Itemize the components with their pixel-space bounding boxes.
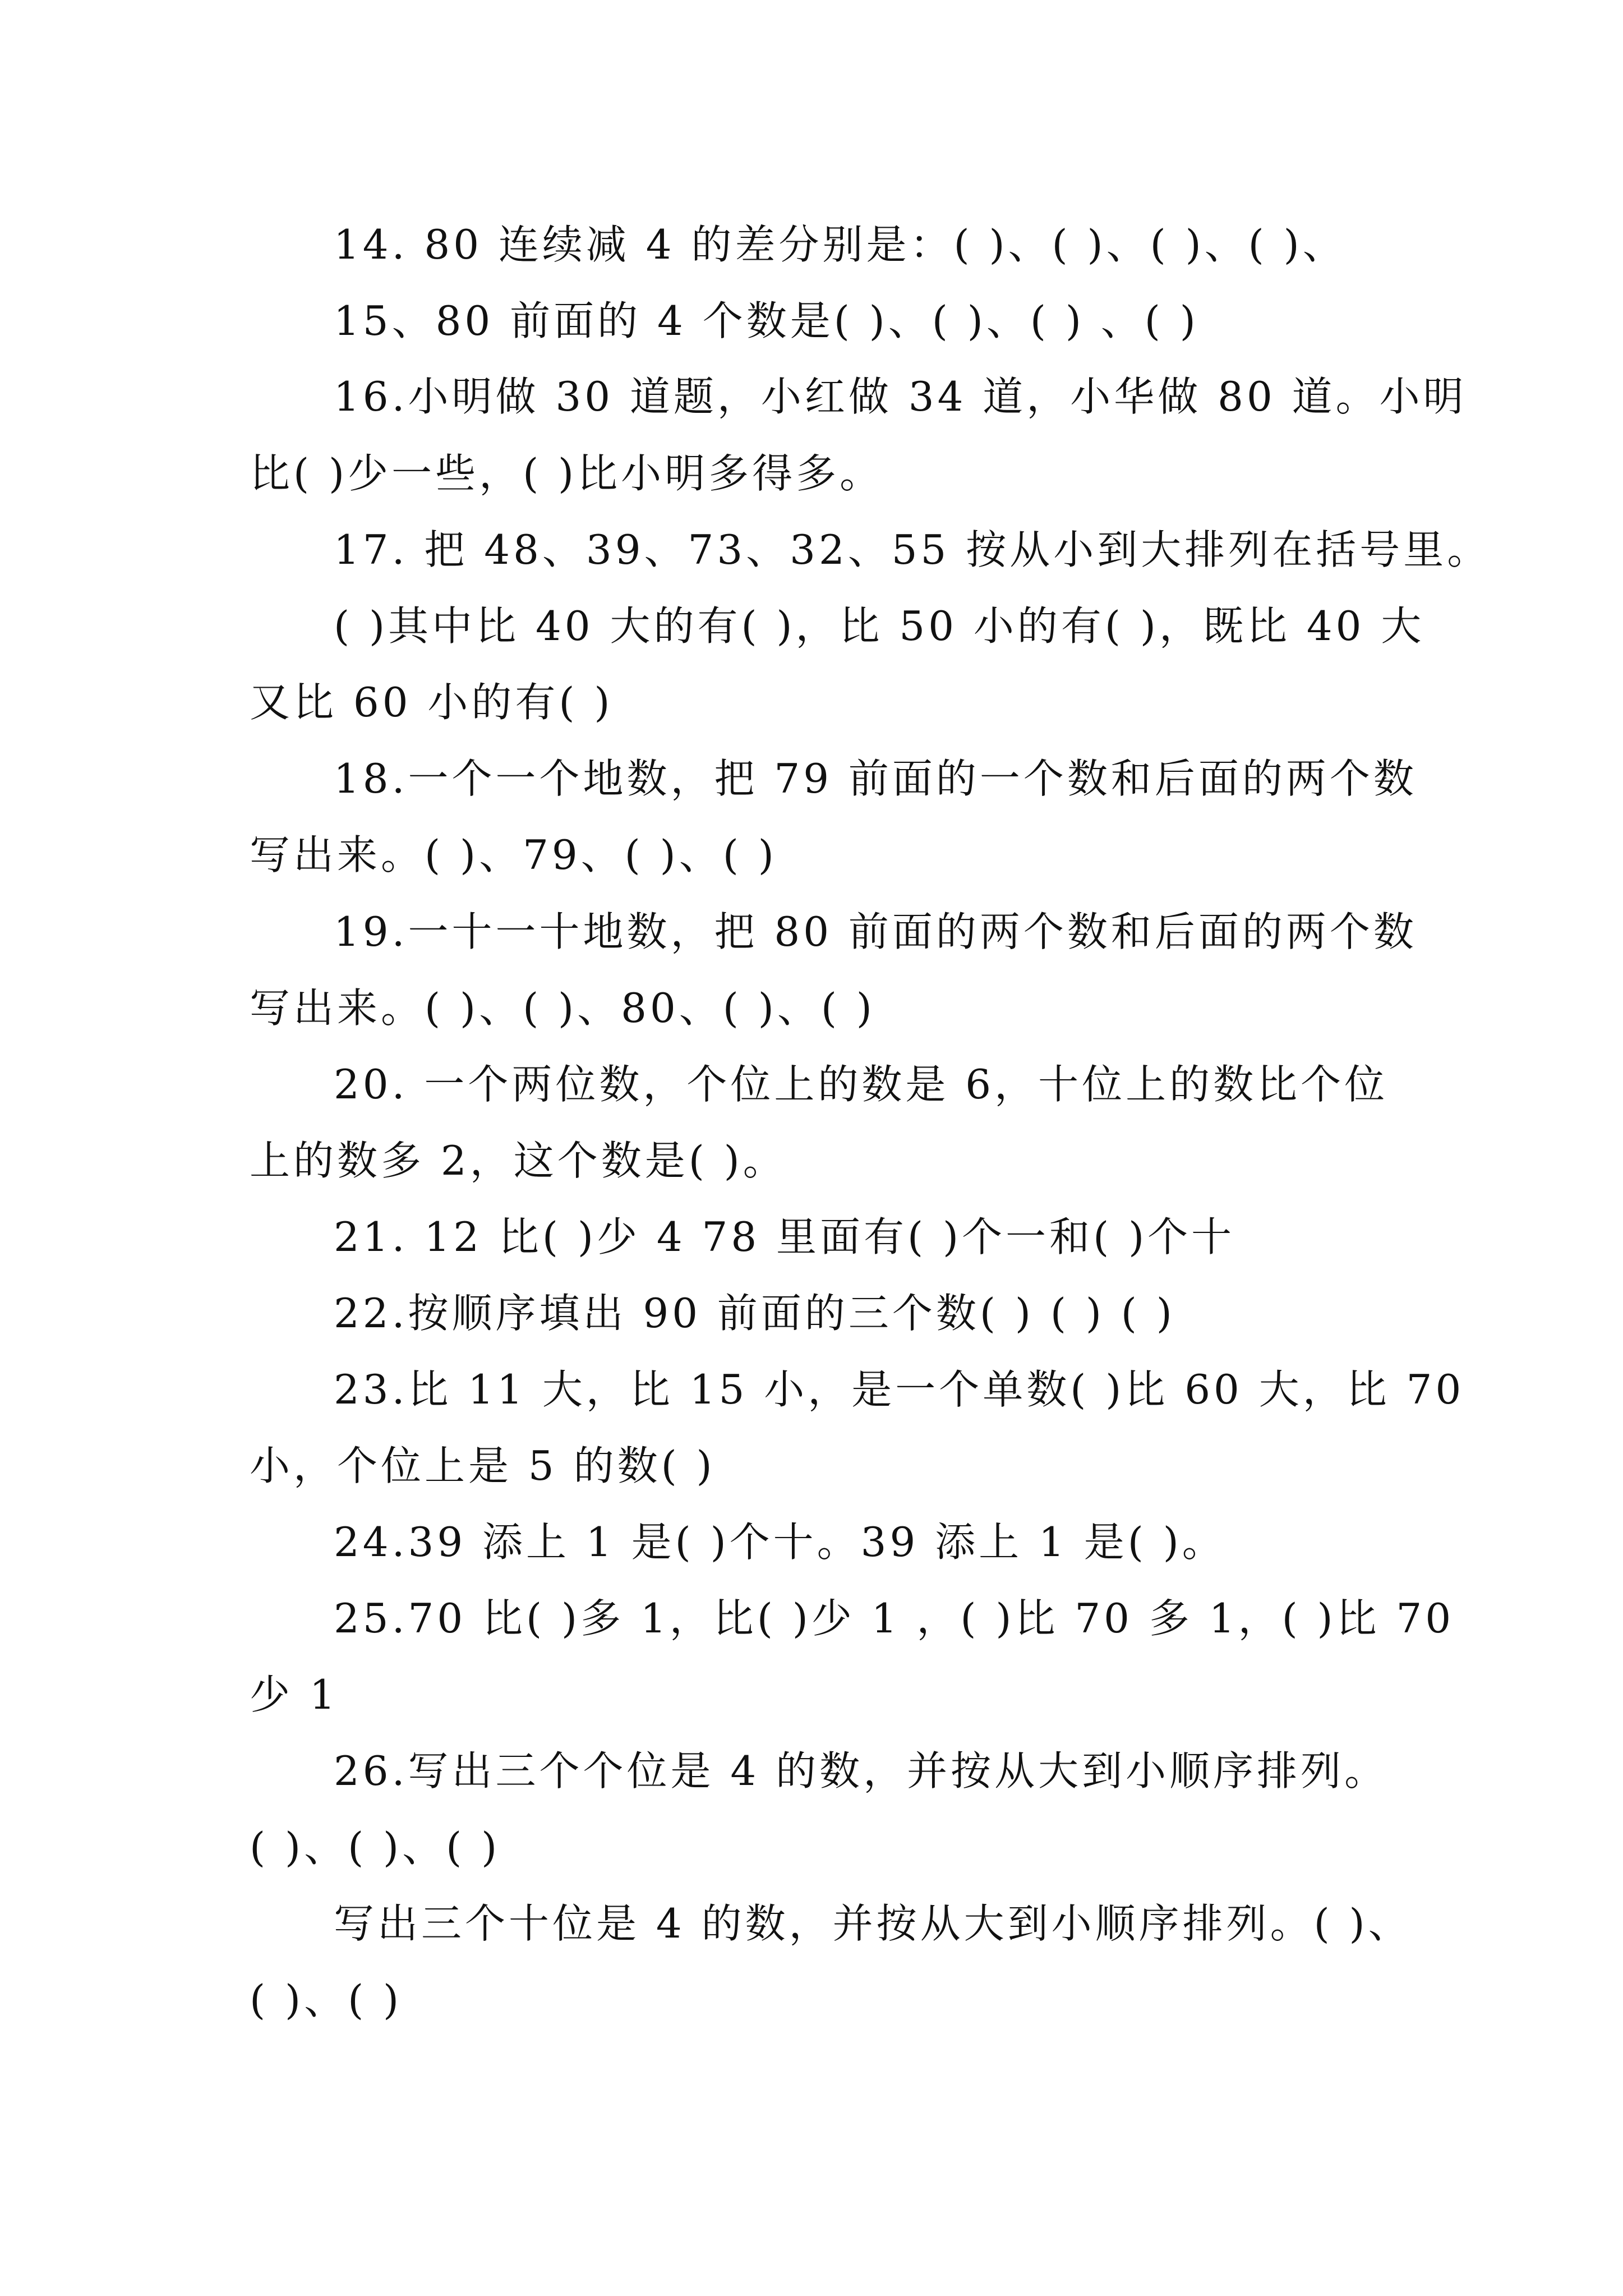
question-21: 21. 12 比( )少 4 78 里面有( )个一和( )个十 — [334, 1213, 1235, 1260]
question-25-line-1: 25.70 比( )多 1，比( )少 1 ，( )比 70 多 1，( )比 70 — [334, 1595, 1455, 1642]
question-26b-line-2: ( )、( ) — [250, 1976, 403, 2023]
question-23-line-1: 23.比 11 大，比 15 小，是一个单数( )比 60 大，比 70 — [334, 1366, 1465, 1413]
question-24: 24.39 添上 1 是( )个十。39 添上 1 是( )。 — [334, 1519, 1226, 1566]
question-17-line-2: ( )其中比 40 大的有( )，比 50 小的有( )，既比 40 大 — [334, 602, 1425, 650]
question-15: 15、80 前面的 4 个数是( )、( )、( ) 、( ) — [334, 297, 1199, 344]
question-23-line-2: 小，个位上是 5 的数( ) — [250, 1442, 716, 1489]
question-25-line-2: 少 1 — [250, 1671, 339, 1718]
question-17-line-1: 17. 把 48、39、73、32、55 按从小到大排列在括号里。 — [334, 526, 1491, 573]
question-16-line-2: 比( )少一些，( )比小明多得多。 — [250, 450, 884, 497]
question-19-line-1: 19.一十一十地数，把 80 前面的两个数和后面的两个数 — [334, 908, 1417, 955]
question-16-line-1: 16.小明做 30 道题，小红做 34 道，小华做 80 道。小明 — [334, 373, 1467, 420]
question-14: 14. 80 连续减 4 的差分别是：( )、( )、( )、( )、 — [334, 221, 1347, 268]
question-20-line-1: 20. 一个两位数，个位上的数是 6，十位上的数比个位 — [334, 1061, 1389, 1108]
question-26-line-1: 26.写出三个个位是 4 的数，并按从大到小顺序排列。 — [334, 1747, 1389, 1795]
question-18-line-2: 写出来。( )、79、( )、( ) — [250, 831, 777, 878]
question-17-line-3: 又比 60 小的有( ) — [250, 679, 614, 726]
question-20-line-2: 上的数多 2，这个数是( )。 — [250, 1137, 787, 1184]
question-26-line-2: ( )、( )、( ) — [250, 1824, 501, 1871]
question-22: 22.按顺序填出 90 前面的三个数( ) ( ) ( ) — [334, 1290, 1175, 1337]
question-18-line-1: 18.一个一个地数，把 79 前面的一个数和后面的两个数 — [334, 755, 1417, 802]
question-19-line-2: 写出来。( )、( )、80、( )、( ) — [250, 984, 875, 1032]
question-26b-line-1: 写出三个十位是 4 的数，并按从大到小顺序排列。( )、 — [334, 1900, 1412, 1947]
